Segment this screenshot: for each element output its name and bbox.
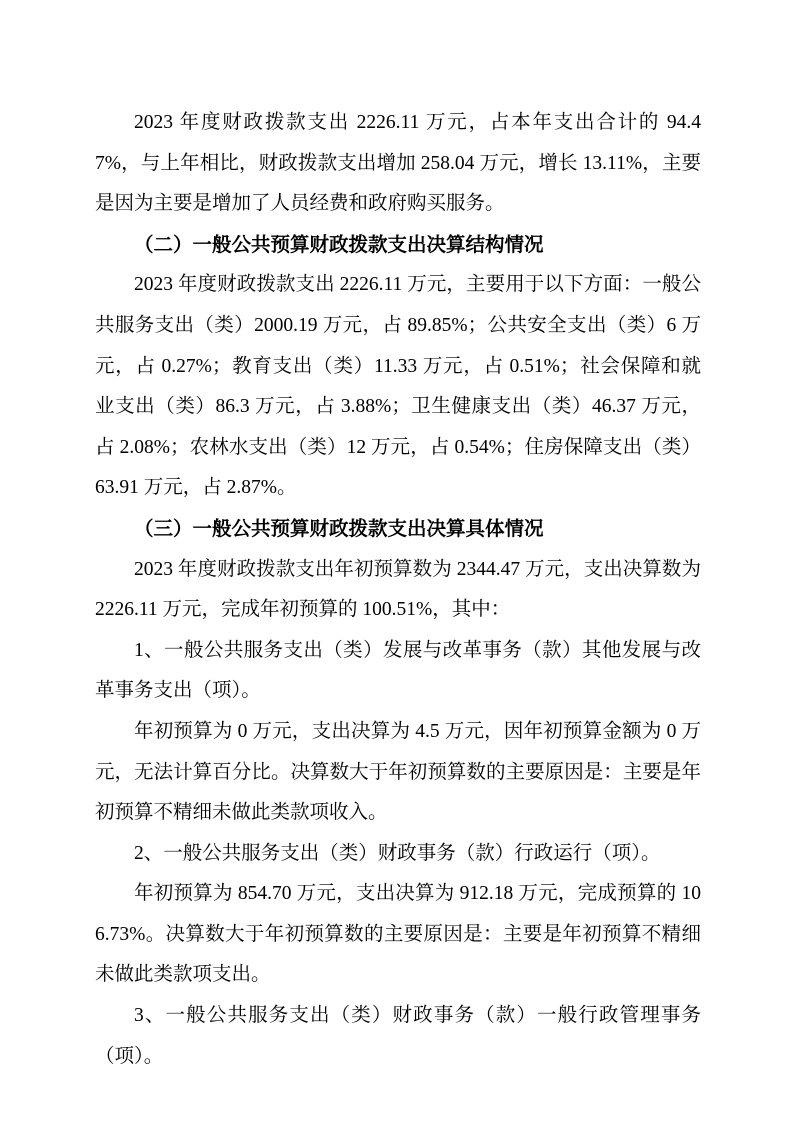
- paragraph-budget-vs-final: 2023 年度财政拨款支出年初预算数为 2344.47 万元，支出决算数为 2226.11 万元，完成年初预算的 100.51%，其中：: [95, 558, 701, 621]
- paragraph-item-3-title: 3、一般公共服务支出（类）财政事务（款）一般行政管理事务（项）。: [95, 1005, 701, 1067]
- section-heading-structure: （二）一般公共预算财政拨款支出决算结构情况: [134, 233, 544, 256]
- paragraph-structure-breakdown: 2023 年度财政拨款支出 2226.11 万元，主要用于以下方面：一般公共服务支出（类）2000.19 万元，占 89.85%；公共安全支出（类）6 万元，占 0.27%；教育支出（类）11.33 万元，占 0.51%；社会保障和就业支出（类）86.3 万元，占 3.88%；卫生健康支出（类）46.37 万元，占 2.08%；农林水支出（类）12 万元，占 0.54%；住房保障支出（类）63.91 万元，占 2.87%。: [95, 274, 701, 499]
- paragraph-item-1-detail: 年初预算为 0 万元，支出决算为 4.5 万元，因年初预算金额为 0 万元，无法计算百分比。决算数大于年初预算数的主要原因是：主要是年初预算不精细未做此类款项收入。: [95, 720, 701, 824]
- paragraph-item-2-title: 2、一般公共服务支出（类）财政事务（款）行政运行（项）。: [134, 842, 661, 864]
- document-content: [95, 103, 701, 1077]
- paragraph-item-1-title: 1、一般公共服务支出（类）发展与改革事务（款）其他发展与改革事务支出（项）。: [95, 639, 701, 702]
- paragraph-item-2-detail: 年初预算为 854.70 万元，支出决算为 912.18 万元，完成预算的 106.73%。决算数大于年初预算数的主要原因是：主要是年初预算不精细未做此类款项支出。: [95, 883, 701, 986]
- section-heading-details: （三）一般公共预算财政拨款支出决算具体情况: [134, 517, 544, 540]
- paragraph-expenditure-summary: 2023 年度财政拨款支出 2226.11 万元，占本年支出合计的 94.47%，与上年相比，财政拨款支出增加 258.04 万元，增长 13.11%，主要是因为主要是增加了人员经费和政府购买服务。: [95, 112, 701, 215]
